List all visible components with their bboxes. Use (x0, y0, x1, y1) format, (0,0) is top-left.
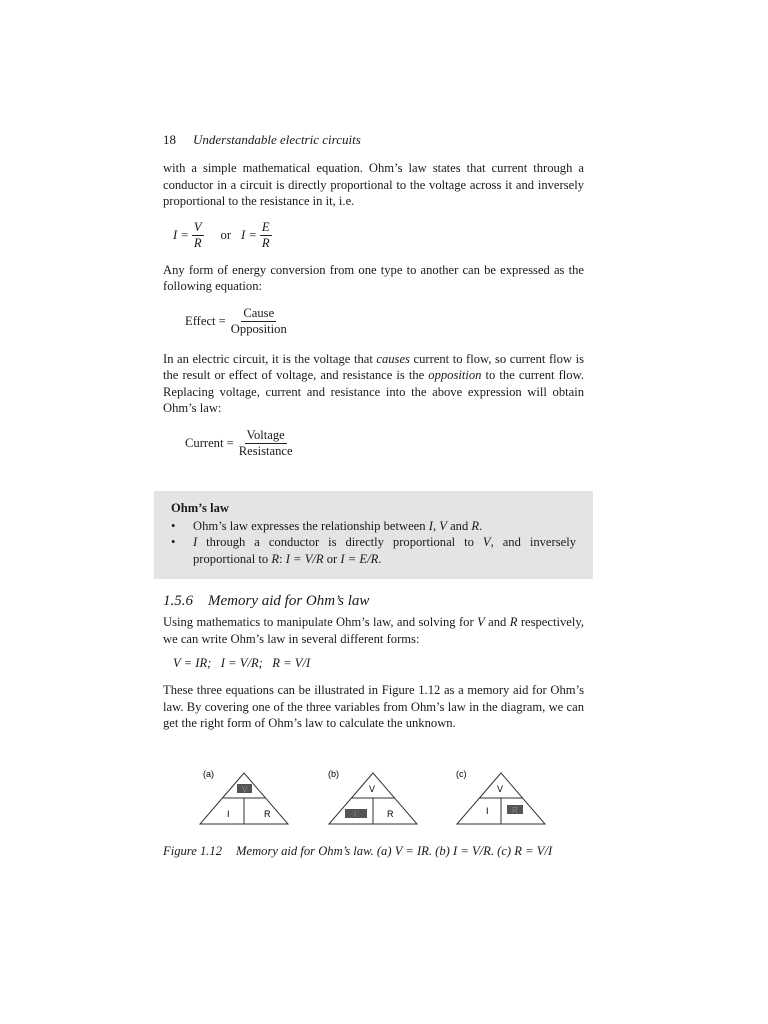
ohms-law-summary-box (154, 491, 593, 580)
panel-c (456, 769, 545, 824)
book-page (163, 132, 584, 859)
figure-memory-aid (163, 766, 584, 832)
paragraph-manipulate-ohms-law: Using mathematics to manipulate Ohm’s law, and solving for V and R respectively, we can write Ohm’s law in several different forms: (163, 615, 584, 646)
emphasis-opposition: opposition (428, 368, 482, 382)
section-heading (163, 593, 584, 610)
panel-a-label: (a) (203, 768, 214, 779)
panel-a-top-var: V (242, 784, 248, 794)
panel-c-label: (c) (456, 768, 467, 779)
box-bullet-item-1: • Ohm’s law expresses the relationship between I, V and R. (171, 518, 483, 533)
running-title: Understandable electric circuits (193, 132, 361, 147)
panel-b-top-var: V (369, 783, 376, 794)
equation-ohms-law (173, 219, 584, 253)
section-number: 1.5.6 (163, 593, 193, 609)
equation-effect (185, 305, 584, 339)
panel-b-right-var: R (387, 808, 394, 819)
panel-c-right-var: R (512, 805, 518, 815)
eq1-num1: V (193, 220, 202, 234)
eq1-lhs2: I = (241, 228, 257, 242)
eq2-den: Opposition (230, 322, 287, 336)
eq1-lhs1: I = (173, 228, 189, 242)
equation-current (185, 427, 584, 461)
page-number: 18 (163, 132, 176, 147)
panel-b-label: (b) (328, 768, 339, 779)
box-title: Ohm’s law (171, 500, 229, 515)
eq2-lhs: Effect = (185, 314, 226, 328)
emphasis-causes: causes (376, 351, 410, 366)
bullet-icon: • (171, 518, 176, 533)
eq2-num: Cause (243, 306, 275, 320)
panel-c-left-var: I (486, 805, 489, 816)
panel-a-left-var: I (227, 808, 230, 819)
eq1-fraction-1 (192, 220, 204, 251)
paragraph-ohms-law-statement: with a simple mathematical equation. Ohm’s law states that current through a conductor in a circuit is directly proportional to the voltage across it and inversely proportional to the resistance in it, i.e. (163, 161, 584, 208)
eq1-num2: E (261, 220, 270, 234)
panel-a (200, 769, 288, 824)
eq1-fraction-2 (260, 220, 272, 251)
box-bullet-list (171, 518, 576, 568)
panel-a-right-var: R (264, 808, 271, 819)
eq2-fraction (229, 306, 289, 337)
running-header (163, 132, 584, 150)
figure-triangles (163, 766, 584, 832)
figure-caption (163, 844, 584, 859)
paragraph-memory-aid: These three equations can be illustrated in Figure 1.12 as a memory aid for Ohm’s law. By covering one of the three variables from Ohm’s law in the diagram, we can get the right form of Ohm’s law to calculate the unknown. (163, 683, 584, 730)
panel-b-left-var: I (354, 809, 357, 819)
eq3-num: Voltage (246, 428, 285, 442)
panel-b (328, 769, 417, 824)
section-title: Memory aid for Ohm’s law (208, 593, 370, 609)
eq3-fraction (237, 428, 295, 459)
figure-caption-text: Memory aid for Ohm’s law. (a) V = IR. (b) I = V/R. (c) R = V/I (236, 843, 553, 858)
eq3-den: Resistance (238, 444, 293, 458)
eq3-lhs: Current = (185, 436, 234, 450)
paragraph-electric-circuit: In an electric circuit, it is the voltage that causes current to flow, so current flow is the result or effect of voltage, and resistance is the opposition to the current flow. Replacing voltage, current and resistance into the above expression will obtain Ohm’s law: (163, 351, 584, 415)
figure-caption-label: Figure 1.12 (163, 843, 222, 858)
equation-three-forms: V = IR; I = V/R; R = V/I (173, 656, 311, 670)
bullet-icon: • (171, 535, 176, 549)
box-bullet-item-2: • I through a conductor is directly proportional to V, and inversely proportional to R: I = V/R or I = E/R. (171, 535, 576, 566)
paragraph-energy-conversion: Any form of energy conversion from one type to another can be expressed as the following equation: (163, 262, 584, 293)
eq1-den1: R (193, 236, 202, 250)
panel-c-top-var: V (497, 783, 504, 794)
eq1-den2: R (261, 236, 270, 250)
eq1-or: or (220, 228, 232, 242)
